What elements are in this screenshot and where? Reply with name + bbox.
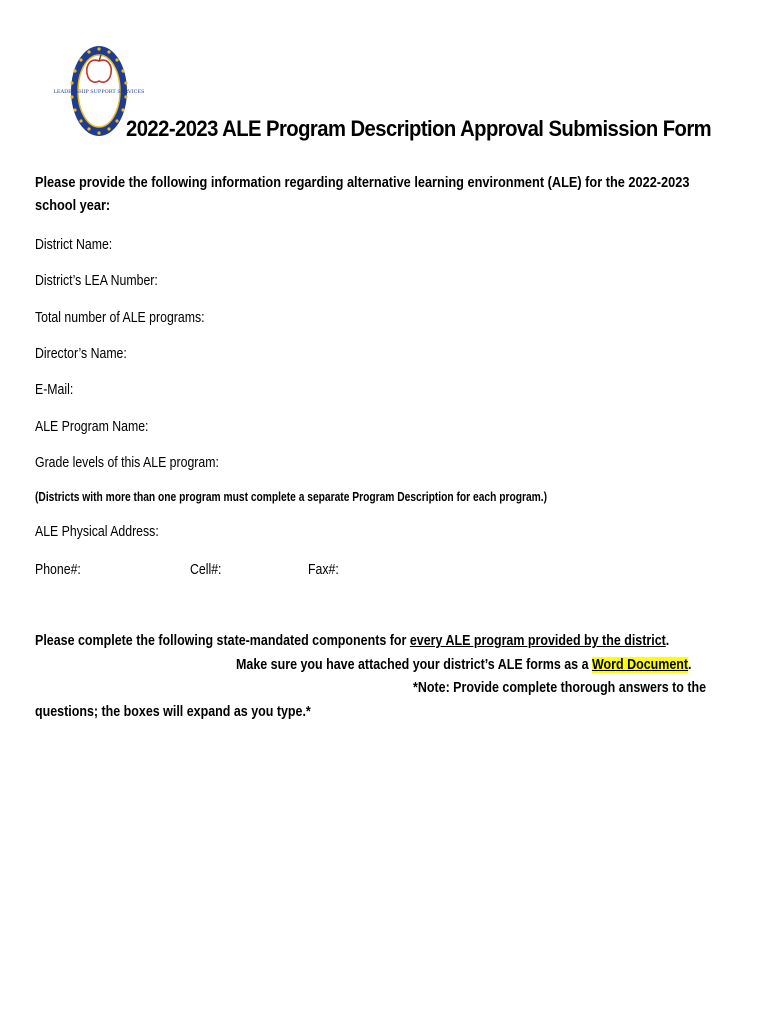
lea-number-label: District’s LEA Number: [35, 272, 158, 289]
attachment-period: . [688, 657, 692, 673]
components-period: . [665, 633, 670, 649]
every-program-emphasis: every ALE program provided by the district [409, 633, 666, 649]
components-text: Please complete the following state-mandated components for [35, 633, 410, 649]
word-document-highlight: Word Document [591, 657, 689, 673]
phone-label: Phone#: [35, 561, 81, 578]
separate-program-note: (Districts with more than one program must complete a separate Program Description for each program.) [35, 490, 548, 504]
grade-levels-label: Grade levels of this ALE program: [35, 454, 219, 471]
page-title: 2022-2023 ALE Program Description Approval Submission Form [126, 116, 712, 141]
physical-address-label: ALE Physical Address: [35, 523, 159, 540]
attachment-instruction [236, 657, 692, 673]
agency-seal-logo [53, 45, 145, 137]
director-name-label: Director’s Name: [35, 345, 127, 362]
total-programs-label: Total number of ALE programs: [35, 309, 205, 326]
intro-instructions: Please provide the following information regarding alternative learning environment (ALE) for the 2022-2023 school year: [35, 175, 690, 214]
program-name-label: ALE Program Name: [35, 418, 149, 435]
attachment-text: Make sure you have attached your district’s ALE forms as a [236, 657, 592, 673]
district-name-label: District Name: [35, 236, 113, 253]
note-line-2: questions; the boxes will expand as you type.* [35, 704, 311, 720]
svg-text:LEADERSHIP SUPPORT SERVICES: LEADERSHIP SUPPORT SERVICES [53, 89, 145, 95]
note-line-1: *Note: Provide complete thorough answers to the [413, 680, 707, 696]
cell-label: Cell#: [190, 561, 222, 578]
components-instruction [35, 633, 669, 649]
fax-label: Fax#: [308, 561, 339, 578]
email-label: E-Mail: [35, 381, 74, 398]
